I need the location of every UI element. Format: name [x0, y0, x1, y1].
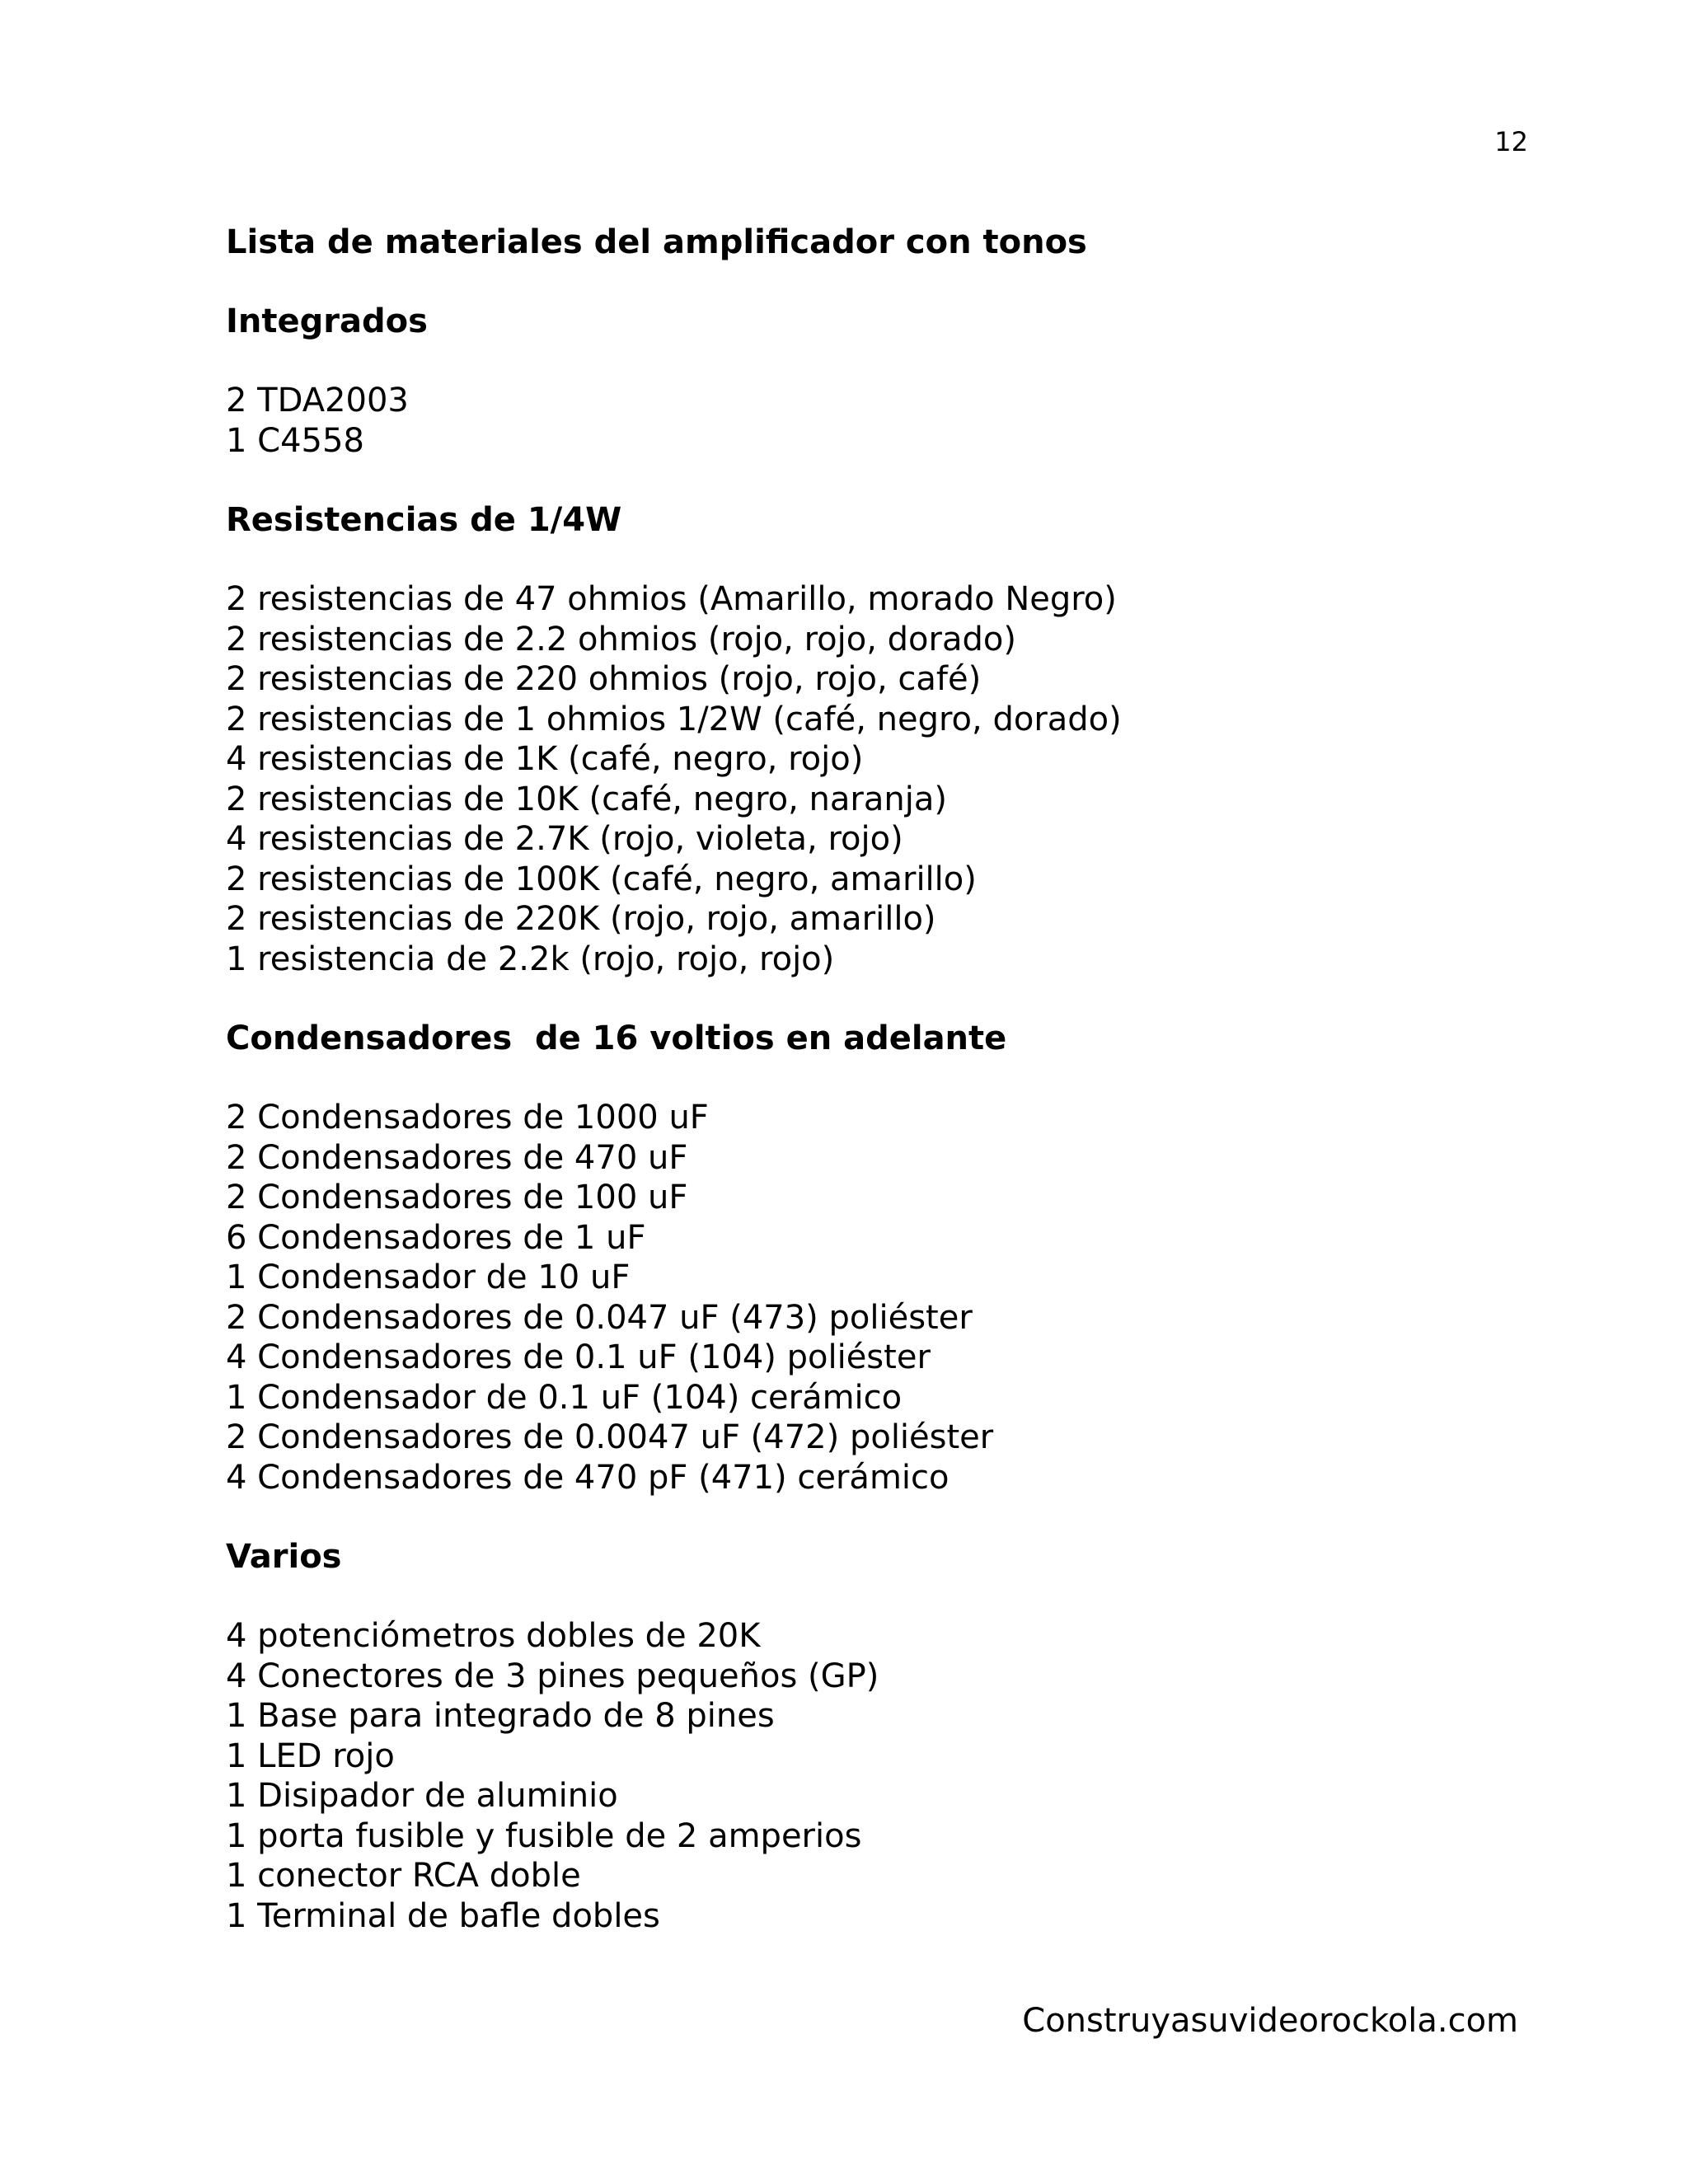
list-item: 1 Condensador de 0.1 uF (104) cerámico	[226, 1378, 903, 1417]
document-body	[226, 223, 1545, 1936]
list-item: 2 TDA2003	[226, 382, 409, 419]
footer-website: Construyasuvideorockola.com	[1022, 2002, 1518, 2040]
section-heading: Condensadores de 16 voltios en adelante	[226, 1019, 1007, 1057]
list-item: 2 resistencias de 2.2 ohmios (rojo, rojo, dorado)	[226, 620, 1016, 658]
list-item: 1 resistencia de 2.2k (rojo, rojo, rojo)	[226, 940, 835, 978]
list-item: 1 C4558	[226, 421, 364, 460]
list-item: 4 Condensadores de 470 pF (471) cerámico	[226, 1458, 950, 1497]
list-item: 6 Condensadores de 1 uF	[226, 1218, 646, 1257]
list-item: 1 porta fusible y fusible de 2 amperios	[226, 1816, 862, 1855]
list-item: 2 Condensadores de 1000 uF	[226, 1099, 709, 1137]
section-resistencias	[226, 500, 1545, 979]
list-item: 2 Condensadores de 470 uF	[226, 1138, 688, 1177]
list-item: 4 resistencias de 2.7K (rojo, violeta, rojo)	[226, 820, 903, 858]
list-item: 2 Condensadores de 0.0047 uF (472) poliéster	[226, 1418, 994, 1456]
section-heading: Integrados	[226, 302, 428, 340]
list-item: 4 resistencias de 1K (café, negro, rojo)	[226, 740, 864, 778]
section-integrados	[226, 302, 1545, 461]
list-item: 2 resistencias de 220K (rojo, rojo, amarillo)	[226, 900, 936, 938]
list-item: 2 resistencias de 47 ohmios (Amarillo, morado Negro)	[226, 580, 1117, 618]
list-item: 2 resistencias de 10K (café, negro, naranja)	[226, 780, 947, 818]
list-item: 1 Disipador de aluminio	[226, 1777, 618, 1815]
item-list	[226, 579, 1545, 979]
list-item: 4 potenciómetros dobles de 20K	[226, 1617, 761, 1655]
list-item: 1 LED rojo	[226, 1736, 395, 1775]
item-list	[226, 1098, 1545, 1497]
item-list	[226, 381, 1545, 461]
list-item: 1 Condensador de 10 uF	[226, 1258, 631, 1296]
list-item: 2 resistencias de 100K (café, negro, amarillo)	[226, 860, 977, 898]
list-item: 1 conector RCA doble	[226, 1857, 581, 1895]
list-item: 2 Condensadores de 100 uF	[226, 1179, 688, 1216]
list-item: 2 resistencias de 1 ohmios 1/2W (café, negro, dorado)	[226, 700, 1122, 738]
section-heading: Varios	[226, 1538, 342, 1576]
page-number: 12	[1494, 126, 1528, 157]
section-heading: Resistencias de 1/4W	[226, 501, 622, 539]
list-item: 4 Conectores de 3 pines pequeños (GP)	[226, 1657, 879, 1695]
list-item: 2 resistencias de 220 ohmios (rojo, rojo, café)	[226, 660, 982, 698]
list-item: 4 Condensadores de 0.1 uF (104) poliéster	[226, 1338, 931, 1376]
document-title: Lista de materiales del amplificador con tonos	[226, 223, 1087, 261]
section-condensadores	[226, 1019, 1545, 1497]
section-varios	[226, 1537, 1545, 1936]
list-item: 1 Base para integrado de 8 pines	[226, 1697, 775, 1735]
item-list	[226, 1616, 1545, 1936]
list-item: 1 Terminal de bafle dobles	[226, 1896, 660, 1935]
list-item: 2 Condensadores de 0.047 uF (473) poliéster	[226, 1298, 973, 1337]
